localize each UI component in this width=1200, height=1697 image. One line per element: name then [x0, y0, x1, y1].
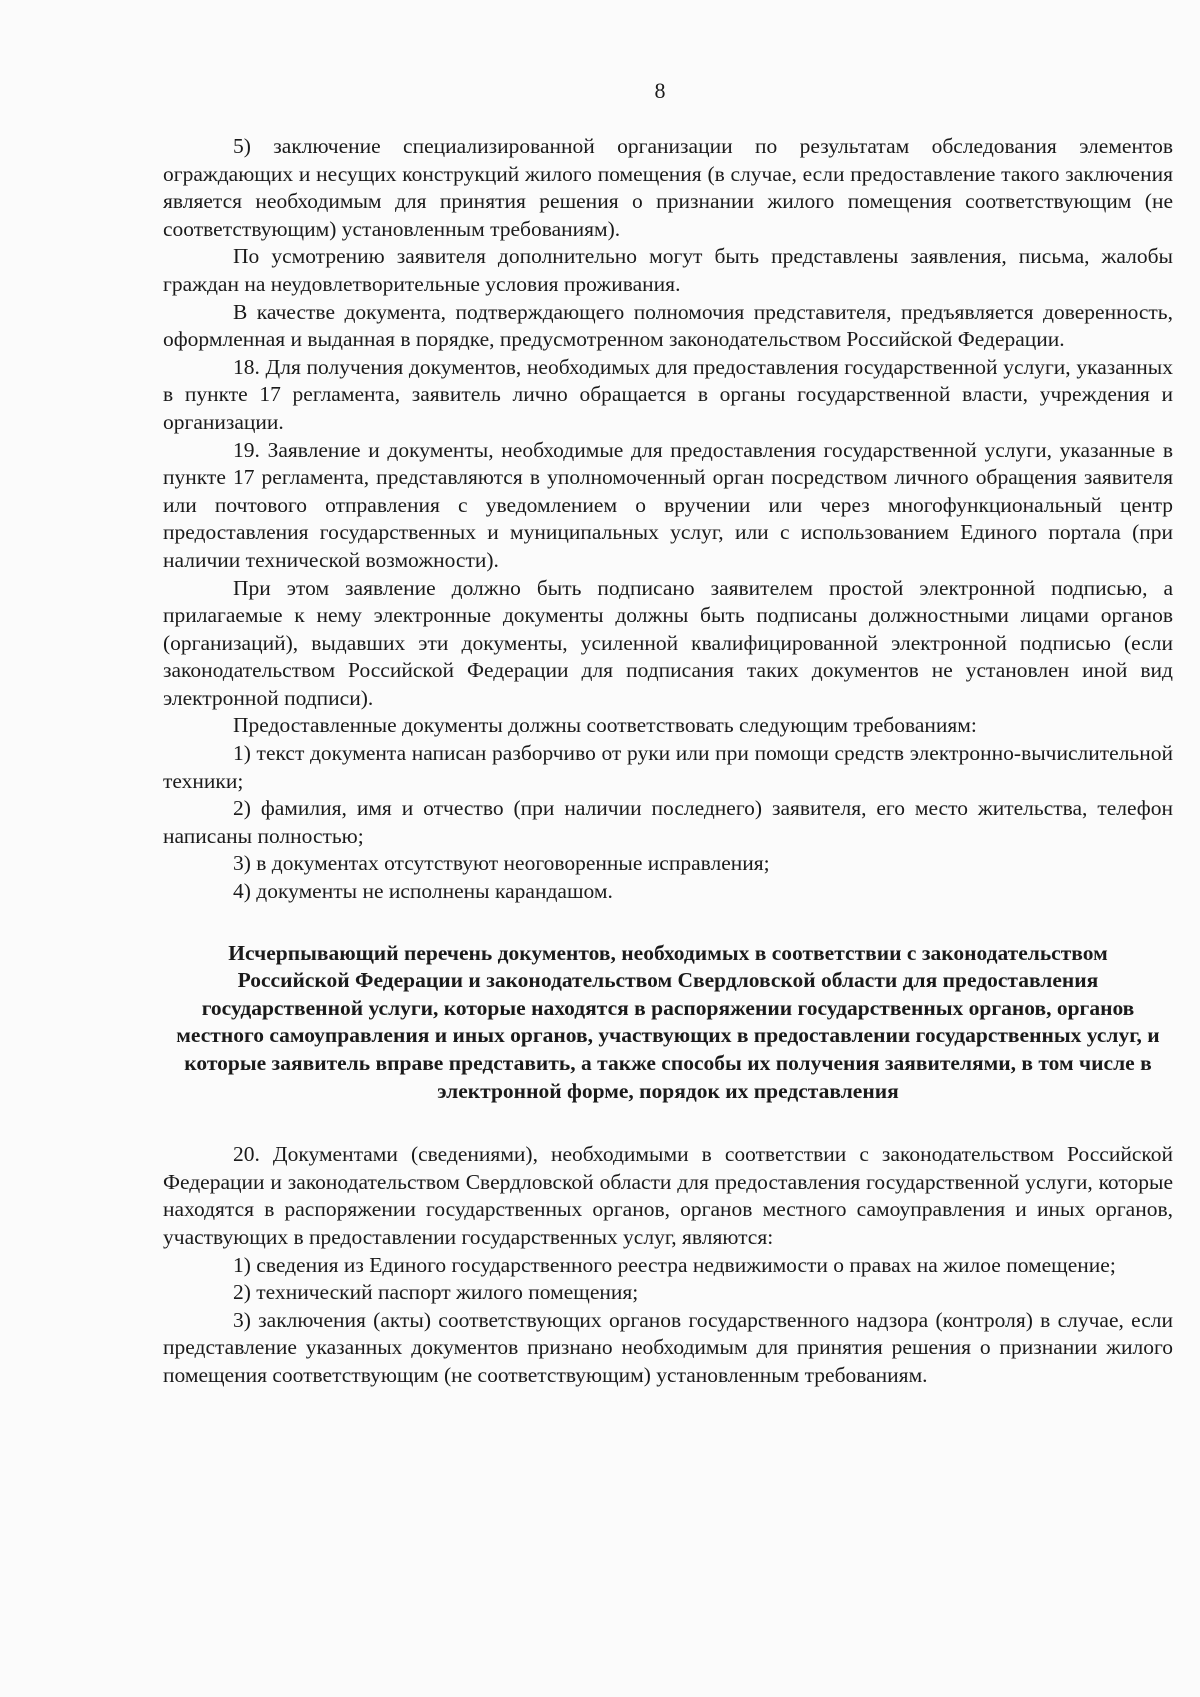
paragraph-requirement-1: 1) текст документа написан разборчиво от руки или при помощи средств электронно-вычислительной техники; [163, 741, 1173, 793]
paragraph-20-item-3: 3) заключения (акты) соответствующих органов государственного надзора (контроля) в случае, если представление указанных документов признано необходимым для принятия решения о признании жилого помещения соответствующим (не соответствующим) установленным требованиям. [163, 1307, 1173, 1387]
section-heading: Исчерпывающий перечень документов, необходимых в соответствии с законодательством Российской Федерации и законодательством Свердловской области для предоставления государственной услуги, которые находятся в распоряжении государственных органов, органов местного самоуправления и иных органов, участвующих в предоставлении государственных услуг, и которые заявитель вправе представить, а также способы их получения заявителями, в том числе в электронной форме, порядок их представления [176, 940, 1160, 1103]
paragraph-18: 18. Для получения документов, необходимых для предоставления государственной услуги, указанных в пункте 17 регламента, заявитель лично обращается в органы государственной власти, учреждения и организации. [163, 354, 1173, 434]
paragraph-20-item-1: 1) сведения из Единого государственного реестра недвижимости о правах на жилое помещение; [233, 1252, 1116, 1277]
paragraph-20: 20. Документами (сведениями), необходимыми в соответствии с законодательством Российской Федерации и законодательством Свердловской области для предоставления государственной услуги, которые находятся в распоряжении государственных органов, органов местного самоуправления и иных органов, участвующих в предоставлении государственных услуг, являются: [163, 1142, 1173, 1249]
paragraph-optional-statements: По усмотрению заявителя дополнительно могут быть представлены заявления, письма, жалобы граждан на неудовлетворительные условия проживания. [163, 244, 1173, 296]
paragraph-20-item-2: 2) технический паспорт жилого помещения; [233, 1280, 639, 1305]
paragraph-requirement-2: 2) фамилия, имя и отчество (при наличии последнего) заявителя, его место жительства, телефон написаны полностью; [163, 796, 1173, 848]
page-number: 8 [654, 78, 666, 103]
paragraph-requirements-intro: Предоставленные документы должны соответствовать следующим требованиям: [233, 713, 977, 738]
document-body [163, 133, 1173, 1390]
spacer [163, 906, 1173, 940]
paragraph-requirement-3: 3) в документах отсутствуют неоговоренные исправления; [233, 851, 770, 876]
paragraph-item-5-conclusion: 5) заключение специализированной организации по результатам обследования элементов ограждающих и несущих конструкций жилого помещения (в случае, если предоставление такого заключения является необходимым для принятия решения о признании жилого помещения соответствующим (не соответствующим) установленным требованиям). [163, 134, 1173, 241]
paragraph-requirement-4: 4) документы не исполнены карандашом. [233, 879, 613, 904]
paragraph-power-of-attorney: В качестве документа, подтверждающего полномочия представителя, предъявляется доверенность, оформленная и выданная в порядке, предусмотренном законодательством Российской Федерации. [163, 299, 1173, 352]
spacer [163, 1105, 1173, 1141]
paragraph-electronic-signature: При этом заявление должно быть подписано заявителем простой электронной подписью, а прилагаемые к нему электронные документы должны быть подписаны должностными лицами органов (организаций), выдавших эти документы, усиленной квалифицированной электронной подписью (если законодательством Российской Федерации для подписания таких документов не установлен иной вид электронной подписи). [163, 575, 1173, 710]
paragraph-19: 19. Заявление и документы, необходимые для предоставления государственной услуги, указанные в пункте 17 регламента, представляются в уполномоченный орган посредством личного обращения заявителя или почтового отправления с уведомлением о вручении или через многофункциональный центр предоставления государственных и муниципальных услуг, или с использованием Единого портала (при наличии технической возможности). [163, 437, 1173, 572]
